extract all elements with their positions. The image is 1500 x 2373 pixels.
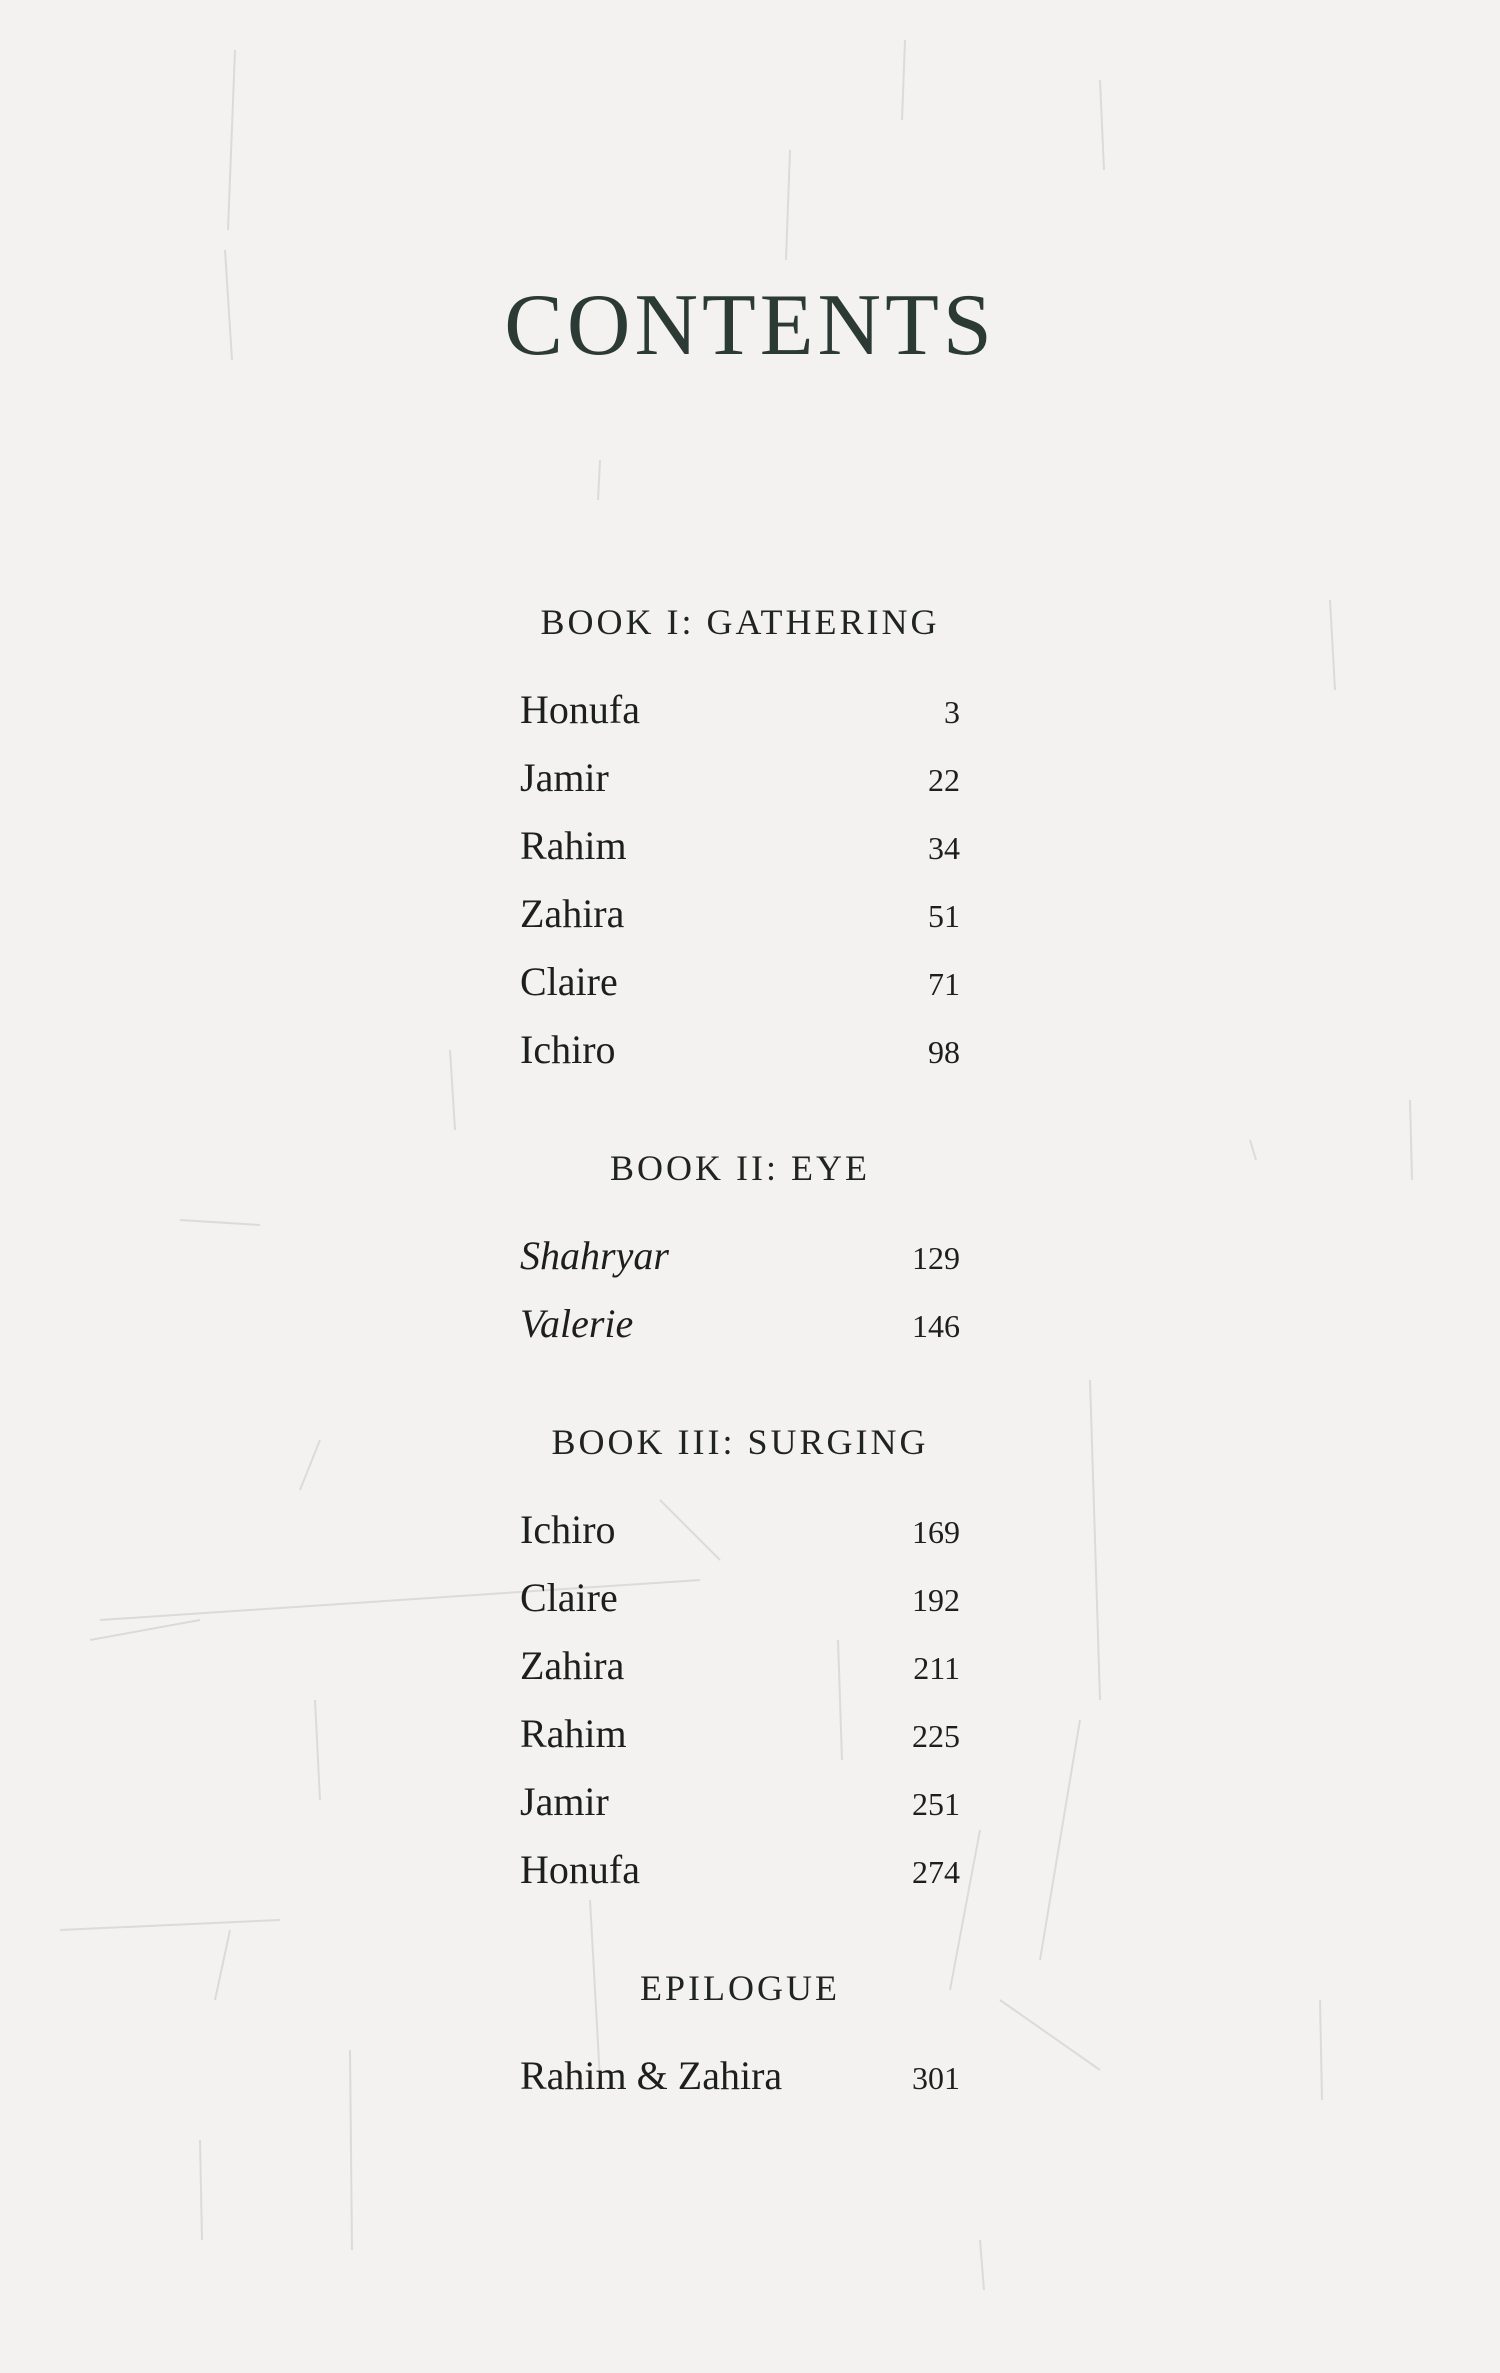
- entry-title: Claire: [520, 959, 618, 1004]
- toc-entry: [520, 1564, 960, 1632]
- entry-page-number: 169: [912, 1514, 960, 1550]
- entry-page-number: 192: [912, 1582, 960, 1618]
- entry-page-number: 51: [928, 898, 960, 934]
- entry-title: Claire: [520, 1575, 618, 1620]
- entry-title: Ichiro: [520, 1027, 616, 1072]
- page-title: CONTENTS: [504, 277, 996, 374]
- toc-entry: [520, 676, 960, 744]
- entry-page-number: 274: [912, 1854, 960, 1890]
- entry-title: Rahim: [520, 1711, 627, 1756]
- entry-page-number: 129: [912, 1240, 960, 1276]
- entry-page-number: 71: [928, 966, 960, 1002]
- entry-page-number: 34: [928, 830, 960, 866]
- section-heading: BOOK I: GATHERING: [540, 602, 940, 642]
- entry-page-number: 225: [912, 1718, 960, 1754]
- entry-title: Jamir: [520, 1779, 609, 1824]
- entry-title: Honufa: [520, 1847, 640, 1892]
- toc-entry: [520, 880, 960, 948]
- entry-page-number: 301: [912, 2060, 960, 2096]
- toc-entry: [520, 1768, 960, 1836]
- toc-entry: [520, 812, 960, 880]
- toc-entry: [520, 1632, 960, 1700]
- toc-entry: [520, 1016, 960, 1084]
- section-heading: EPILOGUE: [640, 1968, 840, 2008]
- toc-entry: [520, 1290, 960, 1358]
- table-of-contents: [520, 598, 960, 2110]
- section-heading: BOOK III: SURGING: [551, 1422, 929, 1462]
- entry-title: Honufa: [520, 687, 640, 732]
- entry-title: Zahira: [520, 891, 625, 936]
- toc-section-book-2: [520, 1144, 960, 1358]
- toc-entry: [520, 2042, 960, 2110]
- entry-page-number: 22: [928, 762, 960, 798]
- entry-page-number: 146: [912, 1308, 960, 1344]
- entry-title: Valerie: [520, 1301, 634, 1346]
- entry-title: Rahim: [520, 823, 627, 868]
- entry-page-number: 98: [928, 1034, 960, 1070]
- toc-section-book-3: [520, 1418, 960, 1904]
- toc-entry: [520, 1700, 960, 1768]
- entry-page-number: 3: [944, 694, 960, 730]
- entry-title: Ichiro: [520, 1507, 616, 1552]
- entry-page-number: 211: [913, 1650, 960, 1686]
- section-heading: BOOK II: EYE: [610, 1148, 870, 1188]
- entry-title: Jamir: [520, 755, 609, 800]
- entry-title: Zahira: [520, 1643, 625, 1688]
- toc-section-epilogue: [520, 1964, 960, 2110]
- toc-entry: [520, 1222, 960, 1290]
- entry-title: Shahryar: [520, 1233, 669, 1278]
- entry-page-number: 251: [912, 1786, 960, 1822]
- toc-entry: [520, 948, 960, 1016]
- toc-entry: [520, 1496, 960, 1564]
- toc-entry: [520, 1836, 960, 1904]
- toc-section-book-1: [520, 598, 960, 1084]
- entry-title: Rahim & Zahira: [520, 2053, 783, 2098]
- toc-entry: [520, 744, 960, 812]
